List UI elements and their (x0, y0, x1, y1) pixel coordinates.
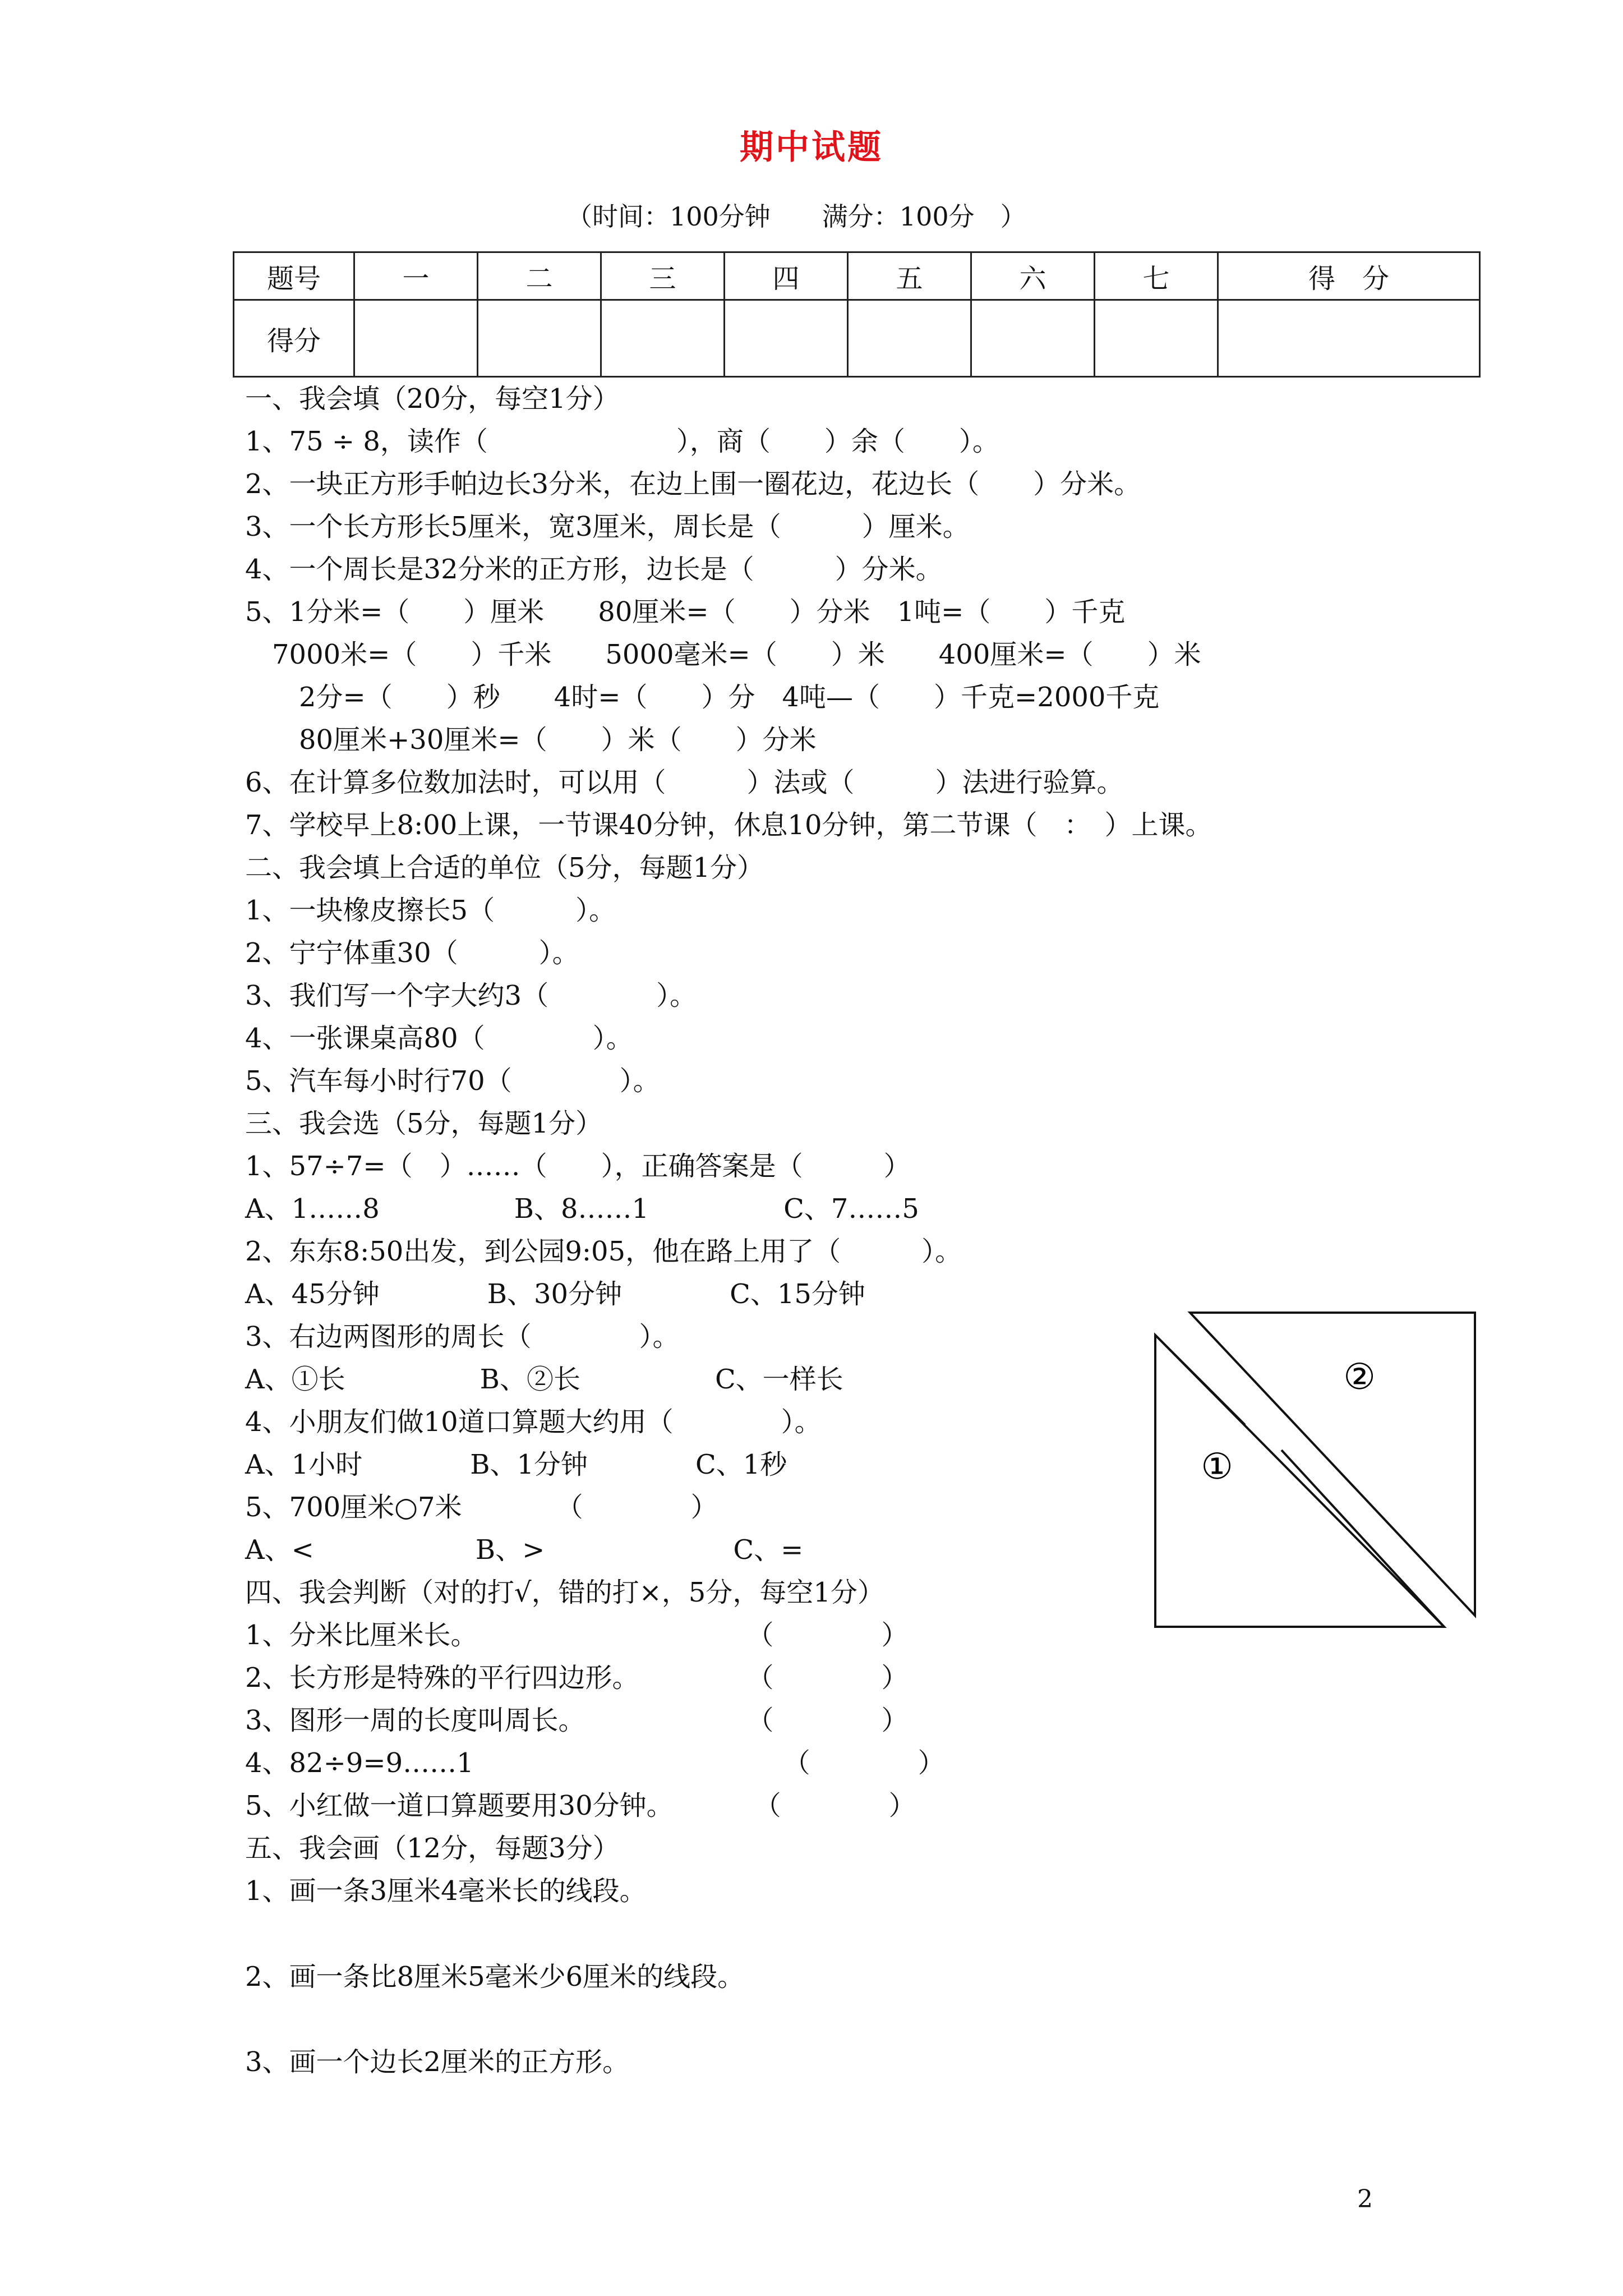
option-line: A、45分钟 B、30分钟 C、15分钟 (245, 1278, 865, 1310)
question-line: 4、一个周长是32分米的正方形，边长是（ ）分米。 (245, 554, 943, 585)
section-2-heading: 二、我会填上合适的单位（5分，每题1分） (245, 852, 764, 884)
score-table (233, 251, 1481, 378)
score-header-cell: 六 (971, 252, 1095, 300)
triangle-figure (1144, 1301, 1492, 1649)
score-header-cell: 五 (848, 252, 971, 300)
score-header-cell: 得 分 (1218, 252, 1480, 300)
question-line: 7、学校早上8:00上课，一节课40分钟，休息10分钟，第二节课（ ： ）上课。 (245, 809, 1212, 841)
score-table-header-row (234, 252, 1480, 300)
question-line: 2、画一条比8厘米5毫米少6厘米的线段。 (245, 1961, 745, 1993)
question-line: 4、小朋友们做10道口算题大约用（ ）。 (245, 1406, 822, 1438)
score-header-cell: 题号 (234, 252, 354, 300)
question-line: 6、在计算多位数加法时，可以用（ ）法或（ ）法进行验算。 (245, 767, 1124, 798)
question-line: 1、一块橡皮擦长5（ ）。 (245, 895, 616, 926)
option-line: A、①长 B、②长 C、一样长 (245, 1364, 843, 1395)
score-cell[interactable] (478, 300, 601, 377)
score-cell[interactable] (971, 300, 1095, 377)
separator-line (1281, 1450, 1444, 1627)
question-line: 5、700厘米○7米 （ ） (245, 1492, 718, 1523)
separator-line (1155, 1335, 1245, 1425)
score-row-label: 得分 (234, 300, 354, 377)
question-line: 5、1分米=（ ）厘米 80厘米=（ ）分米 1吨=（ ）千克 (245, 596, 1126, 628)
question-line: 3、画一个边长2厘米的正方形。 (245, 2046, 630, 2078)
option-line: A、1……8 B、8……1 C、7……5 (245, 1193, 919, 1225)
question-line: 1、画一条3厘米4毫米长的线段。 (245, 1875, 647, 1907)
question-line: 3、图形一周的长度叫周长。 （ ） (245, 1705, 909, 1736)
page-title: 期中试题 (740, 128, 883, 167)
question-line: 1、75 ÷ 8，读作（ ），商（ ）余（ ）。 (245, 426, 999, 457)
section-4-heading: 四、我会判断（对的打√，错的打×，5分，每空1分） (245, 1577, 884, 1608)
question-line: 1、57÷7=（ ）……（ ），正确答案是（ ） (245, 1151, 911, 1182)
label-2: ② (1343, 1356, 1376, 1398)
question-line: 80厘米+30厘米=（ ）米（ ）分米 (245, 724, 817, 756)
score-cell[interactable] (1218, 300, 1480, 377)
score-cell[interactable] (601, 300, 725, 377)
score-cell[interactable] (848, 300, 971, 377)
question-line: 4、82÷9=9……1 （ ） (245, 1747, 945, 1779)
score-cell[interactable] (725, 300, 848, 377)
option-line: A、1小时 B、1分钟 C、1秒 (245, 1449, 787, 1480)
label-1: ① (1201, 1446, 1233, 1488)
question-line: 4、一张课桌高80（ ）。 (245, 1023, 633, 1054)
score-header-cell: 七 (1095, 252, 1218, 300)
question-line: 3、右边两图形的周长（ ）。 (245, 1321, 680, 1352)
page-number: 2 (1357, 2185, 1373, 2214)
score-header-cell: 四 (725, 252, 848, 300)
question-line: 2、长方形是特殊的平行四边形。 （ ） (245, 1662, 909, 1694)
question-line: 1、分米比厘米长。 （ ） (245, 1619, 909, 1651)
section-5-heading: 五、我会画（12分，每题3分） (245, 1833, 620, 1864)
question-line: 2分=（ ）秒 4时=（ ）分 4吨—（ ）千克=2000千克 (245, 682, 1160, 713)
score-header-cell: 一 (354, 252, 478, 300)
section-3-heading: 三、我会选（5分，每题1分） (245, 1108, 603, 1139)
score-cell[interactable] (354, 300, 478, 377)
exam-info: （时间：100分钟 满分：100分 ） (566, 201, 1026, 232)
question-line: 2、宁宁体重30（ ）。 (245, 937, 579, 969)
question-line: 3、一个长方形长5厘米，宽3厘米，周长是（ ）厘米。 (245, 511, 970, 542)
question-line: 5、小红做一道口算题要用30分钟。 （ ） (245, 1790, 916, 1821)
question-line: 2、东东8:50出发，到公园9:05，他在路上用了（ ）。 (245, 1236, 962, 1267)
question-line: 7000米=（ ）千米 5000毫米=（ ）米 400厘米=（ ）米 (245, 639, 1201, 670)
score-table-score-row (234, 300, 1480, 377)
score-header-cell: 三 (601, 252, 725, 300)
score-cell[interactable] (1095, 300, 1218, 377)
question-line: 5、汽车每小时行70（ ）。 (245, 1065, 660, 1097)
question-line: 3、我们写一个字大约3（ ）。 (245, 980, 697, 1011)
section-1-heading: 一、我会填（20分，每空1分） (245, 383, 620, 415)
question-line: 2、一块正方形手帕边长3分米，在边上围一圈花边，花边长（ ）分米。 (245, 468, 1141, 500)
option-line: A、< B、> C、= (245, 1534, 804, 1566)
score-header-cell: 二 (478, 252, 601, 300)
